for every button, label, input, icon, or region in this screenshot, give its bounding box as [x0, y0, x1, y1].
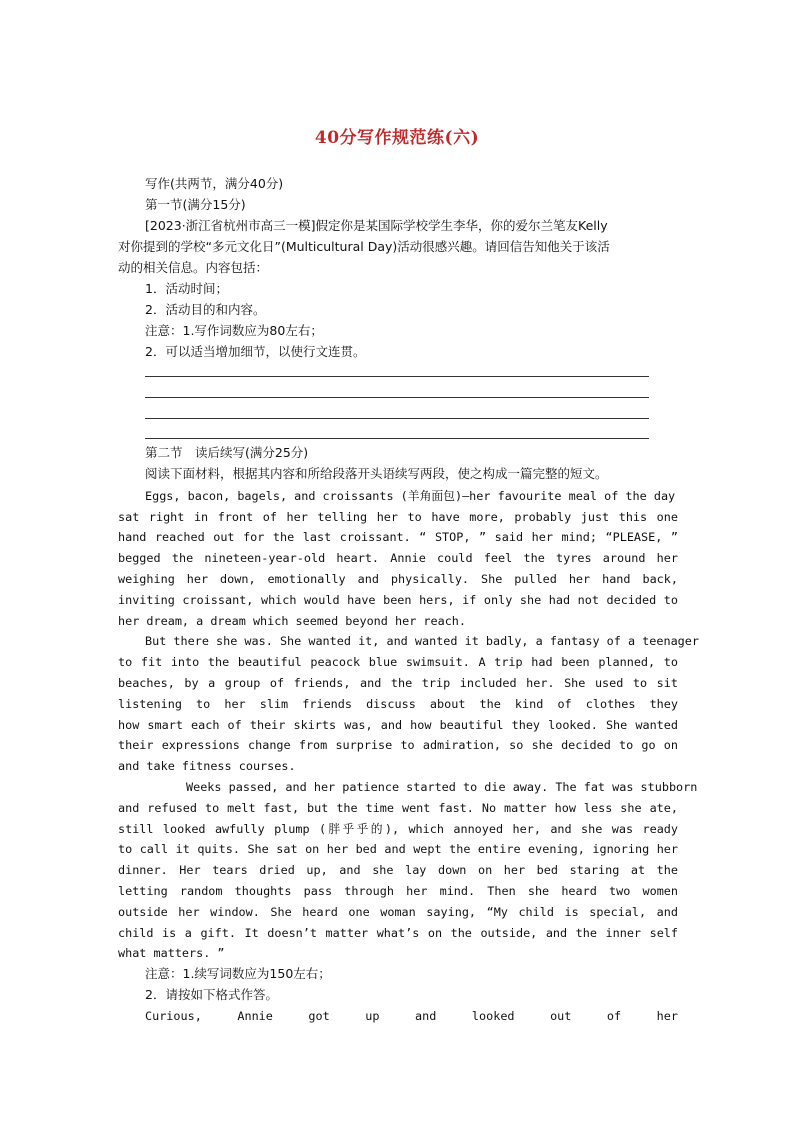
story-line: to fit into the beautiful peacock blue swimsuit. A trip had been planned, to [118, 655, 678, 669]
story-line: hand reached out for the last croissant. “ STOP, ” said her mind; “PLEASE, ” [118, 530, 678, 544]
story-line: But there she was. She wanted it, and wanted it badly, a fantasy of a teenager [145, 634, 699, 648]
part2-instruction: 阅读下面材料，根据其内容和所给段落开头语续写两段，使之构成一篇完整的短文。 [145, 466, 608, 481]
answer-line [145, 418, 649, 419]
requirement-2: 2．活动目的和内容。 [145, 302, 266, 317]
story-line: and refused to melt fast, but the time went fast. No matter how less she ate, [118, 801, 678, 815]
continuation-opening: Curious, Annie got up and looked out of her [145, 1009, 678, 1023]
story-line: her dream, a dream which seemed beyond her reach. [118, 614, 467, 628]
answer-line [145, 397, 649, 398]
prompt-line-3: 动的相关信息。内容包括： [118, 260, 269, 275]
part1-heading: 第一节(满分15分) [145, 197, 246, 212]
note-2: 2．可以适当增加细节，以使行文连贯。 [145, 344, 366, 359]
part2-heading: 第二节 读后续写(满分25分) [145, 445, 309, 460]
requirement-1: 1．活动时间； [145, 281, 228, 296]
story-line: and take fitness courses. [118, 759, 296, 773]
part2-note-1: 注意：1.续写词数应为150左右； [145, 966, 331, 981]
story-line: listening to her slim friends discuss about the kind of clothes they [118, 697, 678, 711]
section-heading: 写作(共两节，满分40分) [145, 176, 284, 191]
story-line: what matters. ” [118, 946, 225, 960]
answer-line [145, 376, 649, 377]
story-line: still looked awfully plump (胖乎乎的), which annoyed her, and she was ready [118, 822, 678, 836]
prompt-line-2: 对你提到的学校“多元文化日”(Multicultural Day)活动很感兴趣。请回信告知他关于该活 [118, 239, 610, 254]
story-line: dinner. Her tears dried up, and she lay down on her bed staring at the [118, 863, 678, 877]
story-line: child is a gift. It doesn’t matter what’s on the outside, and the inner self [118, 926, 678, 940]
story-line: their expressions change from surprise to admiration, so she decided to go on [118, 738, 678, 752]
answer-line [145, 438, 649, 439]
story-line: begged the nineteen-year-old heart. Annie could feel the tyres around her [118, 551, 678, 565]
story-line: sat right in front of her telling her to have more, probably just this one [118, 510, 678, 524]
story-line: inviting croissant, which would have been hers, if only she had not decided to [118, 593, 678, 607]
page-title: 40分写作规范练(六) [314, 128, 480, 148]
story-line: letting random thoughts pass through her mind. Then she heard two women [118, 884, 678, 898]
story-line: Weeks passed, and her patience started to die away. The fat was stubborn [186, 780, 698, 794]
part2-note-2: 2．请按如下格式作答。 [145, 987, 278, 1002]
story-line: beaches, by a group of friends, and the trip included her. She used to sit [118, 676, 678, 690]
prompt-line-1: [2023·浙江省杭州市高三一模]假定你是某国际学校学生李华，你的爱尔兰笔友Kelly [145, 218, 608, 233]
story-line: Eggs, bacon, bagels, and croissants (羊角面包)—her favourite meal of the day [145, 489, 676, 503]
story-line: to call it quits. She sat on her bed and wept the entire evening, ignoring her [118, 842, 678, 856]
story-line: how smart each of their skirts was, and how beautiful they looked. She wanted [118, 718, 678, 732]
story-line: outside her window. She heard one woman saying, “My child is special, and [118, 905, 678, 919]
story-line: weighing her down, emotionally and physically. She pulled her hand back, [118, 572, 678, 586]
note-1: 注意：1.写作词数应为80左右； [145, 323, 323, 338]
